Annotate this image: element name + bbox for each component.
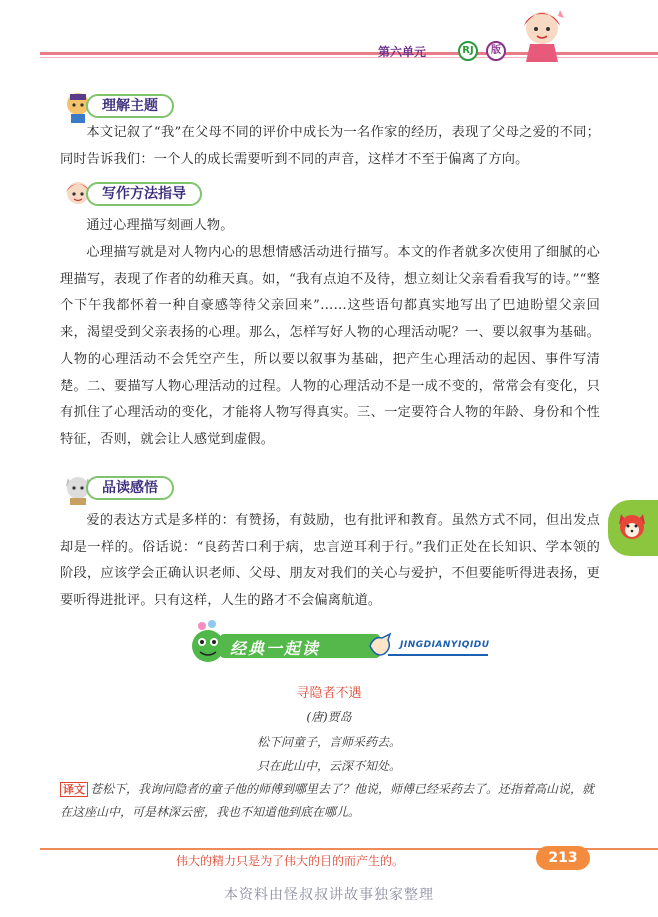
method-intro: 通过心理描写刻画人物。 — [86, 218, 234, 233]
section-title: 写作方法指导 — [86, 182, 202, 206]
poem-line-2: 只在此山中，云深不知处。 — [256, 759, 401, 773]
poem-line-1: 松下问童子，言师采药去。 — [256, 735, 401, 749]
section-title: 理解主题 — [86, 94, 174, 118]
credit-line: 本资料由怪叔叔讲故事独家整理 — [224, 887, 434, 903]
banner-pinyin: JINGDIANYIQIDU — [400, 640, 490, 650]
banner-title: 经典一起读 — [230, 639, 321, 658]
edition-badge-rj: RJ — [458, 41, 478, 61]
translation-text: 苍松下，我询问隐者的童子他的师傅到哪里去了？他说，师傅已经采药去了。还指着高山说，就在这座山中，可是林深云密，我也不知道他到底在哪儿。 — [60, 782, 595, 819]
poem-title: 寻隐者不遇 — [296, 686, 362, 701]
section-title: 品读感悟 — [86, 476, 174, 500]
girl-mascot-icon — [512, 4, 570, 66]
unit-label: 第六单元 — [378, 45, 427, 59]
fox-face-icon — [617, 510, 647, 544]
page-number: 213 — [536, 846, 590, 870]
poem-author: (唐)贾岛 — [306, 710, 352, 724]
theme-paragraph: 本文记叙了“我”在父母不同的评价中成长为一名作家的经历，表现了父母之爱的不同；同时告诉我们：一个人的成长需要听到不同的声音，这样才不至于偏离了方向。 — [60, 125, 600, 167]
translation — [60, 778, 600, 823]
method-paragraph: 心理描写就是对人物内心的思想情感活动进行描写。本文的作者就多次使用了细腻的心理描写，表现了作者的幼稚天真。如，“我有点迫不及待，想立刻让父亲看看我写的诗。”“整个下午我都怀着一种自豪感等待父亲回来”……这些语句都真实地写出了巴迪盼望父亲回来，渴望受到父亲表扬的心理。那么，怎样写好人物的心理活动呢？一、要以叙事为基础。人物的心理活动不会凭空产生，所以要以叙事为基础，把产生心理活动的起因、事件写清楚。二、要描写人物心理活动的过程。人物的心理活动不是一成不变的，常常会有变化，只有抓住了心理活动的变化，才能将人物写得真实。三、一定要符合人物的年龄、身份和个性特征，否则，就会让人感觉到虚假。 — [60, 245, 600, 447]
footer-motto: 伟大的精力只是为了伟大的目的而产生的。 — [176, 854, 405, 868]
edition-badge-ban: 版 — [486, 41, 506, 61]
reading-paragraph: 爱的表达方式是多样的：有赞扬，有鼓励，也有批评和教育。虽然方式不同，但出发点却是一样的。俗话说：“良药苦口利于病，忠言逆耳利于行。”我们正处在长知识、学本领的阶段，应该学会正确认识老师、父母、朋友对我们的关心与爱护，不但要能听得进表扬，更要听得进批评。只有这样，人生的路才不会偏离航道。 — [60, 513, 600, 609]
classic-reading-banner — [188, 620, 488, 668]
translation-label: 译文 — [60, 782, 88, 797]
side-tab — [608, 500, 658, 556]
page-header — [0, 0, 658, 80]
